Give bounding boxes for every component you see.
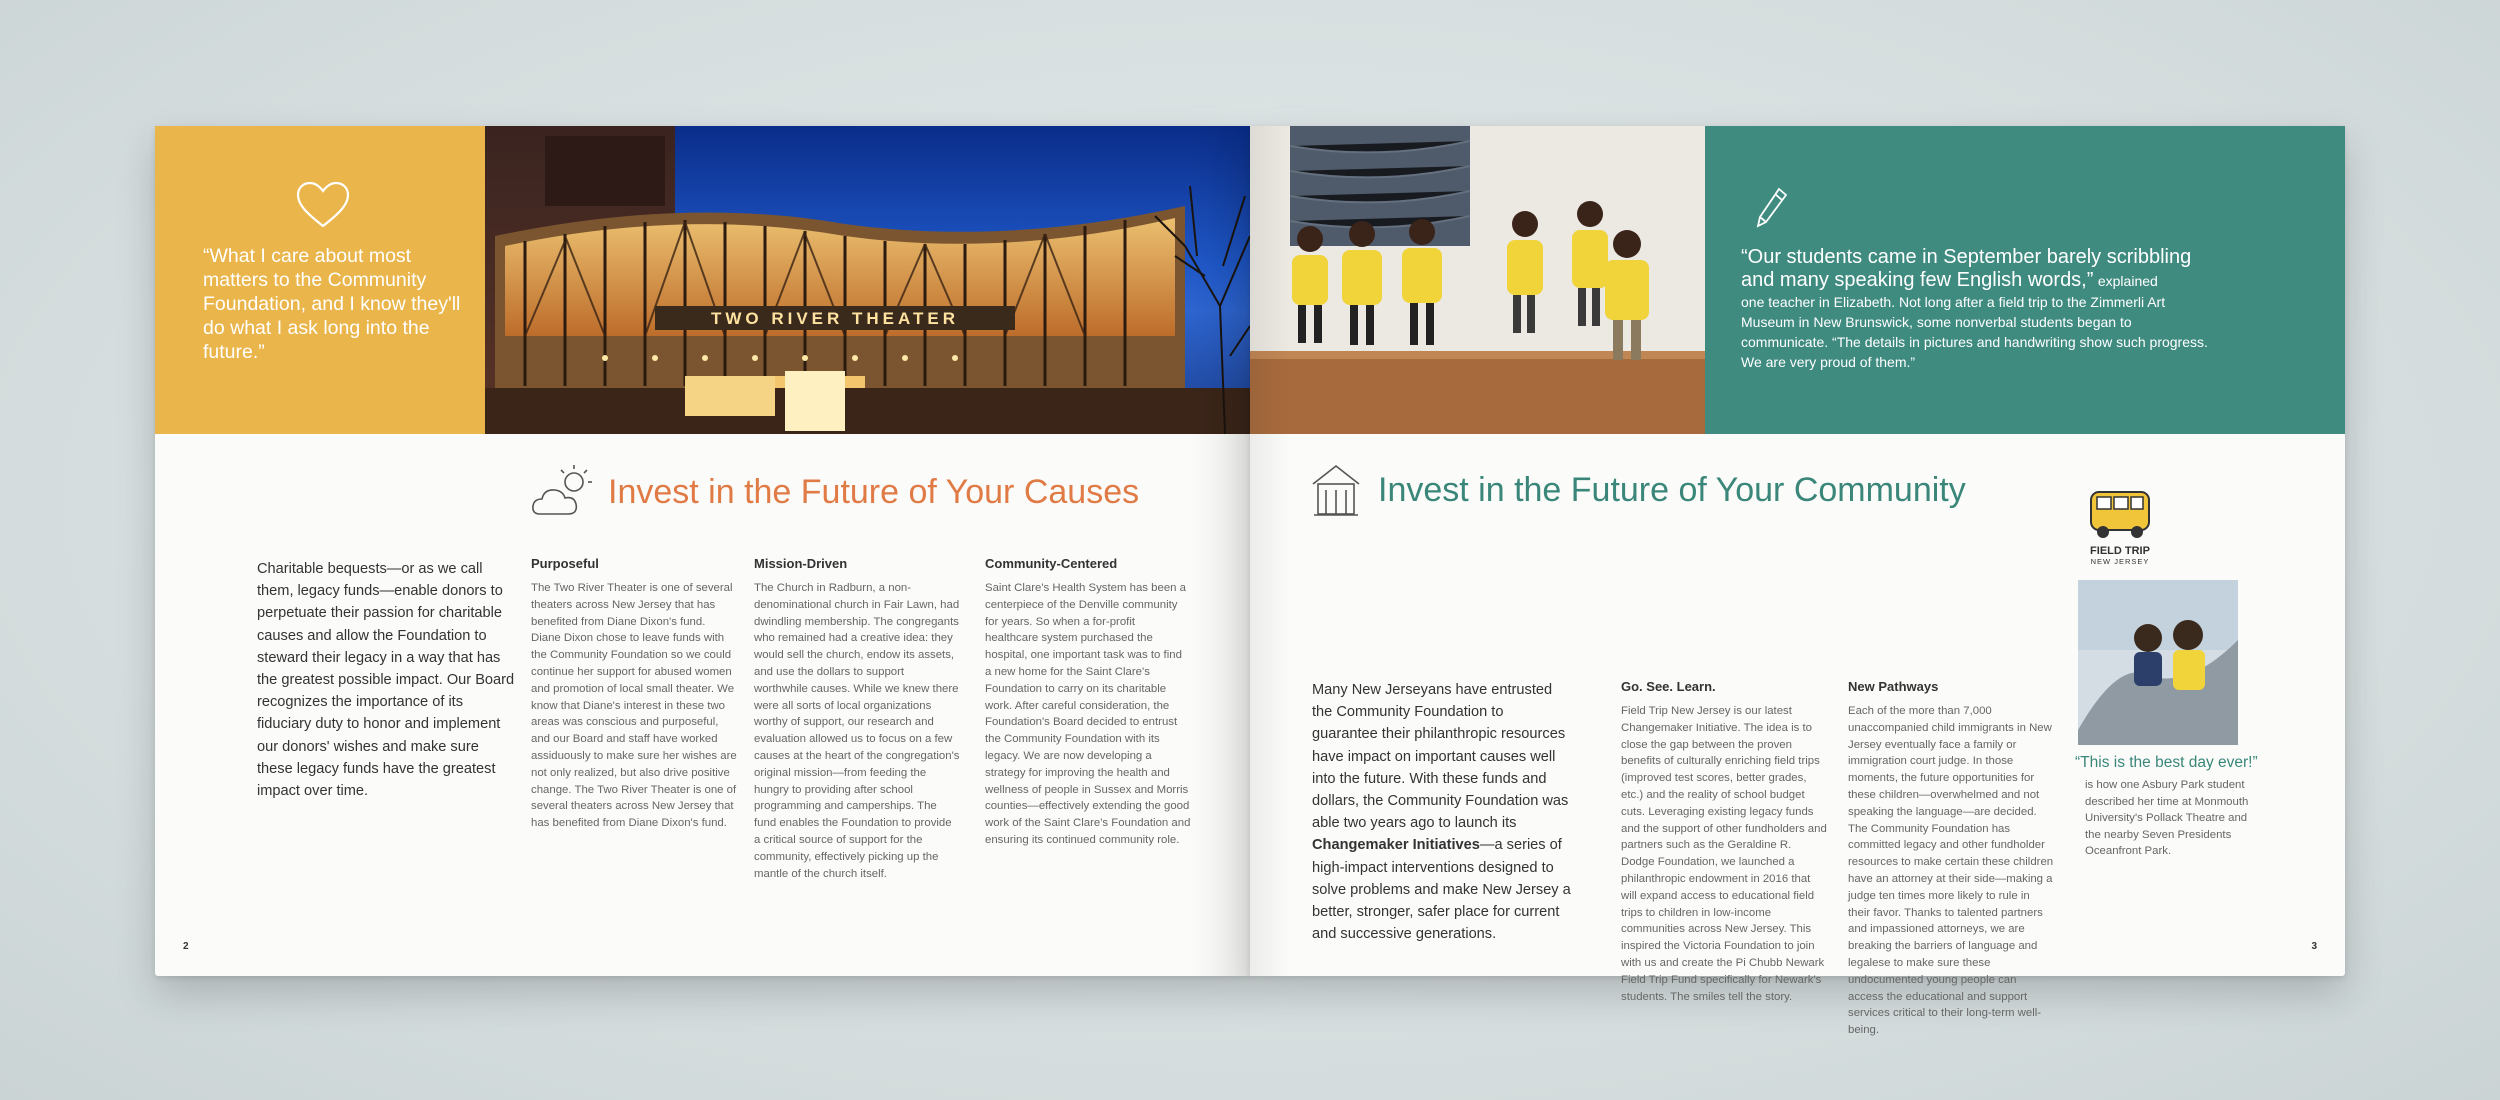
best-day-caption: is how one Asbury Park student described her time at Monmouth University's Pollack Theatre and the nearby Seven Presidents Oceanfront Park.	[2085, 779, 2249, 857]
logo-line-1: FIELD TRIP	[2090, 545, 2150, 557]
column-new-pathways	[1848, 679, 2054, 1039]
left-intro-text: Charitable bequests—or as we call them, legacy funds—enable donors to perpetuate their passion for charitable causes and allow the Foundation to steward their legacy in a way that has the greatest possible impact. Our Board recognizes the importance of its fiduciary duty to honor and implement our donors' wishes and make sure these legacy funds have the greatest impact over time.	[257, 561, 515, 800]
best-day-quote: “This is the best day ever!”	[2075, 754, 2258, 771]
gutter-shadow	[1190, 126, 1250, 976]
left-page-title: Invest in the Future of Your Causes	[608, 472, 1140, 511]
column-text: Each of the more than 7,000 unaccompanied child immigrants in New Jersey eventually face a family or immigration court judge. In those moments, the future opportunities for these children—overwhelmed and not speaking the language—are decided. The Community Foundation has committed legacy and other fundholder resources to make certain these children have an attorney at their side—making a judge ten times more likely to rule in their favor. Thanks to talented partners and impassioned attorneys, we are breaking the barriers of language and legalese to make sure these undocumented young people can access the educational and support services critical to their long-term well-being.	[1848, 705, 2054, 1037]
column-text: The Church in Radburn, a non-denominational church in Fair Lawn, had dwindling membership. The congregants who remained had a creative idea: they would sell the church, endow its assets, and use the dollars to support worthwhile causes. While we knew there were all sorts of local organizations worthy of support, our research and evaluation allowed us to focus on a few causes at the heart of the congregation's original mission—from feeding the hungry to providing after school programming and camperships. The fund enables the Foundation to provide a critical source of support for the community, effectively picking up the mantle of the church itself.	[754, 582, 960, 880]
right-page-title: Invest in the Future of Your Community	[1378, 470, 1966, 509]
intro-before: Many New Jerseyans have entrusted the Community Foundation to guarantee their philanthropic resources have impact on important causes well into the future. With these funds and dollars, the Community Foundation was able two years ago to launch its	[1312, 682, 1569, 832]
column-text: Field Trip New Jersey is our latest Changemaker Initiative. The idea is to close the gap between the proven benefits of culturally enriching field trips (improved test scores, better grades, etc.) and the reality of school budget cuts. Leveraging existing legacy funds and the support of other fundholders and partners such as the Geraldine R. Dodge Foundation, we launched a philanthropic endowment in 2016 that will expand access to educational field trips to children in low-income communities across New Jersey. This inspired the Victoria Foundation to join with us and create the Pi Chubb Newark Field Trip Fund specifically for Newark's students. The smiles tell the story.	[1621, 705, 1827, 1003]
children-photo	[1250, 126, 1705, 434]
teacher-quote-lead: explained	[2097, 273, 2158, 289]
page-number-right: 3	[2311, 941, 2317, 952]
column-mission-driven	[754, 556, 960, 882]
column-text: The Two River Theater is one of several theaters across New Jersey that has benefited from Diane Dixon's fund. Diane Dixon chose to leave funds with the Community Foundation so we could continue her support for abused women and promotion of local small theater. We know that Diane's interest in these two areas was conscious and purposeful, and our Board and staff have worked assiduously to make sure her wishes are not only realized, but also drive positive change. The Two River Theater is one of several theaters across New Jersey that has benefited from Diane Dixon's fund.	[531, 582, 737, 830]
field-trip-logo	[2085, 488, 2155, 566]
column-heading: Go. See. Learn.	[1621, 679, 1716, 694]
column-purposeful	[531, 556, 737, 832]
intro-after: —a series of high-impact interventions designed to solve problems and make New Jersey a better, stronger, safer place for current and successive generations.	[1312, 837, 1571, 943]
column-heading: Community-Centered	[985, 556, 1118, 571]
left-title-row	[530, 462, 1139, 522]
student-illustration	[2078, 580, 2238, 745]
heart-icon	[295, 180, 351, 230]
left-banner	[155, 126, 1250, 434]
column-heading: New Pathways	[1848, 679, 1939, 694]
right-title-row	[1310, 462, 1966, 518]
right-intro-text	[1312, 679, 1572, 945]
page-number-left: 2	[183, 941, 189, 952]
column-heading: Mission-Driven	[754, 556, 848, 571]
theater-sign: TWO RIVER THEATER	[710, 309, 960, 328]
right-page	[1250, 126, 2345, 1037]
gutter-shadow	[1250, 126, 1290, 976]
column-community-centered	[985, 556, 1191, 849]
house-icon	[1310, 462, 1362, 518]
column-go-see-learn	[1621, 679, 1827, 1005]
teacher-quote	[1741, 246, 2211, 372]
theater-photo	[485, 126, 1250, 434]
gold-quote-panel	[155, 126, 485, 434]
right-banner	[1250, 126, 2345, 434]
school-bus-icon	[2085, 488, 2155, 540]
teacher-quote-rest: one teacher in Elizabeth. Not long after a field trip to the Zimmerli Art Museum in New Brunswick, some nonverbal students began to communicate. “The details in pictures and handwriting show such progress. We are very proud of them.”	[1741, 294, 2208, 370]
changemaker-initiatives: Changemaker Initiatives	[1312, 837, 1480, 854]
left-page	[155, 126, 1250, 976]
column-heading: Purposeful	[531, 556, 599, 571]
teacher-quote-main: “Our students came in September barely scribbling and many speaking few English words,”	[1741, 246, 2192, 291]
children-illustration	[1250, 126, 1705, 434]
pencil-icon	[1753, 186, 1789, 230]
column-text: Saint Clare's Health System has been a centerpiece of the Denville community for years. So when a for-profit healthcare system purchased the hospital, one important task was to find a new home for the Saint Clare's Foundation to carry on its charitable work. After careful consideration, the Foundation's Board decided to entrust the Community Foundation with its legacy. We are now developing a strategy for improving the health and wellness of people in Sussex and Morris counties—effectively extending the good work of the Saint Clare's Foundation and ensuring its continued community role.	[985, 582, 1191, 846]
donor-quote: “What I care about most matters to the Community Foundation, and I know they'll do what I ask long into the future.”	[203, 245, 461, 363]
cloud-sun-icon	[530, 462, 598, 522]
teal-quote-panel	[1705, 126, 2345, 434]
logo-line-2: NEW JERSEY	[2090, 557, 2150, 566]
theater-illustration	[485, 126, 1250, 434]
student-photo	[2078, 580, 2238, 745]
